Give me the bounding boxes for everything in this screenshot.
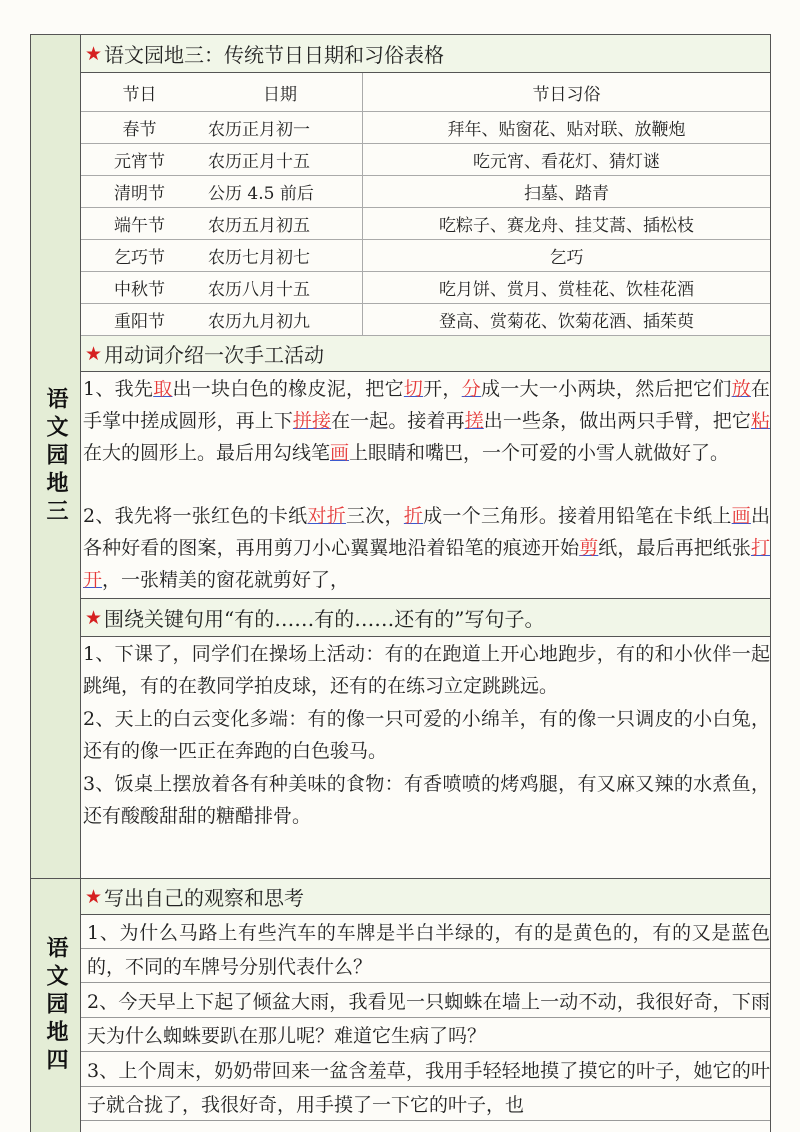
table-cell: 农历九月初九: [198, 304, 363, 336]
table-cell: 登高、赏菊花、饮菊花酒、插茱萸: [363, 304, 771, 336]
text-run: 纸，最后再把纸张: [598, 537, 751, 559]
table-cell: 扫墓、踏青: [363, 176, 771, 208]
table-row: [81, 144, 770, 176]
table-cell: 乞巧节: [81, 240, 198, 272]
table-cell: 农历八月十五: [198, 272, 363, 304]
text-run: 出一块白色的橡皮泥，把它: [172, 378, 404, 400]
table-cell: 吃元宵、看花灯、猜灯谜: [363, 144, 771, 176]
festival-table: [81, 73, 770, 336]
star-icon: ★: [85, 342, 103, 365]
table-row: [81, 240, 770, 272]
side-label: 语文园地三: [43, 386, 68, 527]
block3-content: [81, 35, 770, 878]
highlighted-verb: 画: [731, 505, 751, 527]
observation-paragraph-1: 1、为什么马路上有些汽车的车牌是半白半绿的，有的是黄色的，有的又是蓝色的，不同的车牌号分别代表什么？: [81, 915, 770, 984]
table-cell: 清明节: [81, 176, 198, 208]
highlighted-verb: 取: [153, 378, 173, 400]
table-cell: 端午节: [81, 208, 198, 240]
highlighted-verb: 画: [330, 442, 350, 464]
highlighted-verb: 对折: [307, 505, 347, 527]
block-yuwen-yuandi-3: [30, 34, 771, 879]
section-header-festival-table: [81, 35, 770, 73]
sentence-paragraph-2: 2、天上的白云变化多端：有的像一只可爱的小绵羊，有的像一只调皮的小白兔，还有的像一匹正在奔跑的白色骏马。: [83, 708, 770, 762]
text-run: 出一些条，做出两只手臂，把它: [483, 410, 751, 432]
block-yuwen-yuandi-4: [30, 878, 771, 1132]
table-cell: 乞巧: [363, 240, 771, 272]
verb-paragraph-2: [81, 499, 770, 599]
section-title: 用动词介绍一次手工活动: [104, 343, 325, 367]
star-icon: ★: [85, 42, 103, 65]
side-label: 语文园地四: [43, 935, 68, 1076]
section-header-observation: [81, 879, 770, 915]
table-row: [81, 272, 770, 304]
text-run: 成一个三角形。接着用铅笔在卡纸上: [423, 505, 732, 527]
highlighted-verb: 剪: [579, 537, 599, 559]
text-run: ，一张精美的窗花就剪好了，: [102, 569, 350, 591]
star-icon: ★: [85, 606, 103, 629]
table-cell: 农历七月初七: [198, 240, 363, 272]
table-cell: 吃粽子、赛龙舟、挂艾蒿、插松枝: [363, 208, 771, 240]
text-run: 成一大一小两块，然后把它们: [480, 378, 732, 400]
block4-content: [81, 879, 770, 1132]
sidebar-label-4: [31, 879, 81, 1132]
section-title: 写出自己的观察和思考: [104, 886, 305, 910]
section-header-youde: [81, 599, 770, 637]
sidebar-label-3: [31, 35, 81, 878]
highlighted-verb: 打开: [83, 537, 770, 591]
observation-paragraph-3: 3、上个周末，奶奶带回来一盆含羞草，我用手轻轻地摸了摸它的叶子，她它的叶子就合拢了，我很好奇，用手摸了一下它的叶子，也: [81, 1053, 770, 1122]
table-cell: 农历五月初五: [198, 208, 363, 240]
table-row: [81, 304, 770, 336]
column-header: 日期: [198, 73, 363, 112]
table-cell: 公历 4.5 前后: [198, 176, 363, 208]
column-header: 节日习俗: [363, 73, 771, 112]
highlighted-verb: 切: [403, 378, 424, 400]
highlighted-verb: 分: [461, 378, 481, 400]
text-run: 在大的圆形上。最后用勾线笔: [83, 442, 331, 464]
section-title: 围绕关键句用“有的……有的……还有的”写句子。: [104, 607, 545, 631]
column-header: 节日: [81, 73, 198, 112]
table-row: [81, 208, 770, 240]
table-cell: 拜年、贴窗花、贴对联、放鞭炮: [363, 112, 771, 144]
section-title: 语文园地三：传统节日日期和习俗表格: [104, 43, 445, 67]
table-cell: 农历正月初一: [198, 112, 363, 144]
section-header-verbs: [81, 336, 770, 372]
highlighted-verb: 拼接: [292, 410, 332, 432]
table-row: [81, 112, 770, 144]
table-cell: 重阳节: [81, 304, 198, 336]
sentence-paragraph-1: 1、下课了，同学们在操场上活动：有的在跑道上开心地跑步，有的和小伙伴一起跳绳，有的在教同学拍皮球，还有的在练习立定跳跳远。: [83, 643, 770, 697]
text-run: 1、我先: [83, 378, 154, 400]
text-run: 开，: [423, 378, 462, 400]
table-header-row: [81, 73, 770, 112]
text-run: 上眼睛和嘴巴，一个可爱的小雪人就做好了。: [349, 442, 730, 464]
text-run: 三次，: [346, 505, 404, 527]
table-cell: 元宵节: [81, 144, 198, 176]
table-row: [81, 176, 770, 208]
text-run: 在手掌中搓成圆形，再上下: [83, 378, 770, 432]
text-run: 出各种好看的图案，再用剪刀小心翼翼地沿着铅笔的痕迹开始: [83, 505, 770, 559]
table-cell: 春节: [81, 112, 198, 144]
observation-paragraph-2: 2、今天早上下起了倾盆大雨，我看见一只蜘蛛在墙上一动不动，我很好奇，下雨天为什么蜘蛛要趴在那儿呢？难道它生病了吗？: [81, 984, 770, 1053]
highlighted-verb: 折: [403, 505, 424, 527]
table-cell: 中秋节: [81, 272, 198, 304]
table-cell: 农历正月十五: [198, 144, 363, 176]
text-run: 在一起。接着再: [331, 410, 465, 432]
highlighted-verb: 放: [731, 378, 751, 400]
star-icon: ★: [85, 885, 103, 908]
highlighted-verb: 粘: [750, 410, 770, 432]
highlighted-verb: 搓: [464, 410, 484, 432]
verb-paragraph-1: [81, 372, 770, 499]
table-cell: 吃月饼、赏月、赏桂花、饮桂花酒: [363, 272, 771, 304]
text-run: 2、我先将一张红色的卡纸: [83, 505, 308, 527]
sentence-paragraph-3: 3、饭桌上摆放着各有种美味的食物：有香喷喷的烤鸡腿，有又麻又辣的水煮鱼，还有酸酸甜甜的糖醋排骨。: [83, 773, 770, 827]
